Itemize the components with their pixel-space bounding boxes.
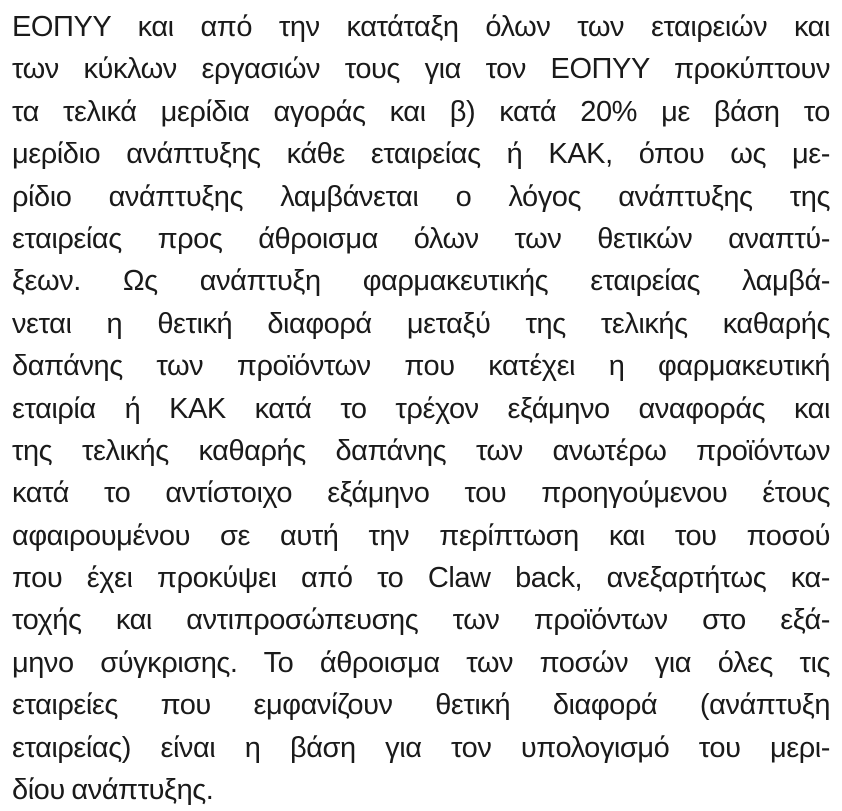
text-line: ρίδιο ανάπτυξης λαμβάνεται ο λόγος ανάπτυξης της <box>12 180 830 213</box>
text-line: αφαιρουμένου σε αυτή την περίπτωση και του ποσού <box>12 519 830 552</box>
text-line: κατά το αντίστοιχο εξάμηνο του προηγούμενου έτους <box>12 477 830 510</box>
document-body <box>12 6 830 811</box>
text-line: της τελικής καθαρής δαπάνης των ανωτέρω προϊόντων <box>12 434 830 467</box>
text-line: που έχει προκύψει από το Claw back, ανεξαρτήτως κα- <box>12 562 830 595</box>
text-line: νεται η θετική διαφορά μεταξύ της τελικής καθαρής <box>12 307 830 340</box>
text-line: εταιρία ή ΚΑΚ κατά το τρέχον εξάμηνο αναφοράς και <box>12 392 830 425</box>
text-line-last: δίου ανάπτυξης. <box>12 774 214 807</box>
text-line: εταιρείας προς άθροισμα όλων των θετικών αναπτύ- <box>12 222 830 255</box>
text-line: εταιρείες που εμφανίζουν θετική διαφορά (ανάπτυξη <box>12 689 830 722</box>
text-line: των κύκλων εργασιών τους για τον ΕΟΠΥΥ προκύπτουν <box>12 53 830 86</box>
text-line: δαπάνης των προϊόντων που κατέχει η φαρμακευτική <box>12 350 830 383</box>
text-line: τοχής και αντιπροσώπευσης των προϊόντων στο εξά- <box>12 604 830 637</box>
text-line: μερίδιο ανάπτυξης κάθε εταιρείας ή ΚΑΚ, όπου ως με- <box>12 138 830 171</box>
text-line: ξεων. Ως ανάπτυξη φαρμακευτικής εταιρείας λαμβά- <box>12 265 830 298</box>
text-line: εταιρείας) είναι η βάση για τον υπολογισμό του μερι- <box>12 731 830 764</box>
text-line: τα τελικά μερίδια αγοράς και β) κατά 20% με βάση το <box>12 95 830 128</box>
text-line: ΕΟΠΥΥ και από την κατάταξη όλων των εταιρειών και <box>12 11 830 43</box>
text-line: μηνο σύγκρισης. Το άθροισμα των ποσών για όλες τις <box>12 646 830 679</box>
